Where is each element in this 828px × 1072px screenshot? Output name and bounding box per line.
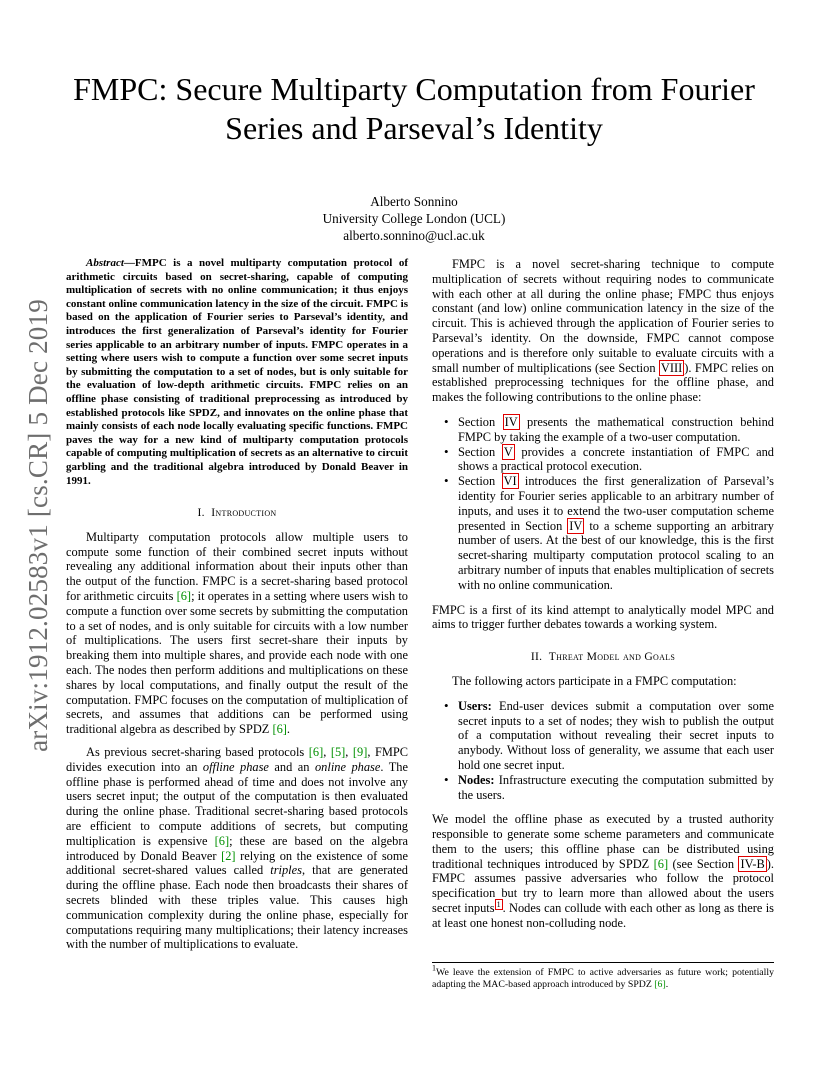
contributions-list <box>432 415 774 593</box>
section-link[interactable]: IV-B <box>740 856 765 871</box>
right-column <box>432 257 774 931</box>
citation-link[interactable]: [6] <box>653 856 669 871</box>
text-run: We leave the extension of FMPC to active adversaries as future work; potentially adapting the MAC-based approach introduced by SPDZ <box>432 967 774 990</box>
actor-label: Users: <box>458 698 492 713</box>
text-run: Section <box>458 474 502 489</box>
intro-paragraph-2 <box>66 745 408 952</box>
footnote <box>432 962 774 991</box>
threat-paragraph <box>432 812 774 930</box>
section-heading-introduction <box>66 506 408 521</box>
text-run: . <box>286 722 291 737</box>
list-item <box>458 699 774 773</box>
text-run: . The offline phase is performed ahead of time and does not involve any users secret input; the output of the computation is then evaluated during the online phase. Traditional secret-sharing based protocols are efficient to compute additions of secrets, but computing multiplication is expensive <box>66 759 408 848</box>
arxiv-identifier: arXiv:1912.02583v1 [cs.CR] 5 Dec 2019 <box>22 298 53 752</box>
title-line-2: Series and Parseval’s Identity <box>225 110 603 146</box>
closing-paragraph: FMPC is a first of its kind attempt to analytically model MPC and aims to trigger further debates towards a working system. <box>432 602 774 632</box>
threat-intro: The following actors participate in a FMPC computation: <box>452 673 737 688</box>
citation-link[interactable]: [6] <box>214 833 230 848</box>
actors-list <box>432 699 774 803</box>
text-run: ; these are based on the algebra introduced by Donald Beaver <box>66 833 408 863</box>
section-link[interactable]: VI <box>503 474 517 489</box>
citation-link[interactable]: [9] <box>352 745 368 760</box>
text-run: . <box>665 979 669 990</box>
section-link[interactable]: IV <box>504 414 518 429</box>
section-link[interactable]: VIII <box>660 360 683 375</box>
list-item <box>458 445 774 475</box>
text-run: End-user devices submit a computation over some secret inputs to a set of nodes; they wish to publish the output of a computation without revealing their secret inputs to anybody. Without loss of generality, we assume that each user hold one secret input. <box>458 698 774 772</box>
text-run: provides a concrete instantiation of FMPC and shows a practical protocol execution. <box>458 444 774 474</box>
citation-link[interactable]: [6] <box>272 722 287 737</box>
citation-link[interactable]: [6] <box>176 589 192 604</box>
section-title: Threat Model and Goals <box>548 650 676 664</box>
list-item <box>458 773 774 803</box>
section-link[interactable]: IV <box>569 518 583 533</box>
title-line-1: FMPC: Secure Multiparty Computation from Fourier <box>73 71 755 107</box>
text-run: ). FMPC assumes passive adversaries who follow the protocol specification but try to learn more than allowed about the users secret inputs <box>432 856 774 916</box>
emphasis: triples <box>270 863 302 878</box>
text-run: ; it operates in a setting where users wish to compute a function over some secrets by submitting the computation to a set of nodes, and is only suitable for circuits with a low number of multiplications. The users first secret-share their inputs by breaking them into multiple shares, and provide each node with one each. The nodes then perform additions and multiplications on these shares by local computations, and finally output the result of the computation. FMPC focuses on the computation of multiplication of secrets, and assumes that additions can be performed using traditional algebra as described by SPDZ <box>66 589 408 737</box>
list-item <box>458 415 774 445</box>
text-run: (see Section <box>668 856 739 871</box>
text-run: relying on the existence of some additional secret-shared values called <box>66 848 408 878</box>
text-run: , FMPC divides execution into an <box>66 745 409 774</box>
section-heading-threat-model <box>432 650 774 665</box>
footnote-marker[interactable]: 1 <box>496 899 501 909</box>
author-affiliation: University College London (UCL) <box>322 211 506 226</box>
section-link[interactable]: V <box>503 444 513 459</box>
text-run: , that are generated during the offline phase. Each node then broadcasts their shares of secrets blinded with these triples value. This causes high communication complexity during the online phase, especially for computations requiring many multiplications; their latency increases with the number of multiplications to evaluate. <box>66 863 409 952</box>
text-run: As previous secret-sharing based protocols <box>86 745 309 760</box>
text-run: Section <box>458 444 502 459</box>
text-run: introduces the first generalization of Parseval’s identity for Fourier series applicable to an arbitrary number of inputs, and uses it to extend the two-user computation scheme presented in Section <box>458 474 774 533</box>
text-run: . Nodes can collude with each other as long as there is at least one honest non-colluding node. <box>432 901 774 930</box>
author-name: Alberto Sonnino <box>370 194 458 209</box>
actor-label: Nodes: <box>458 772 495 787</box>
section-number: I. <box>197 506 205 520</box>
intro-paragraph-1 <box>66 530 408 737</box>
abstract <box>66 257 408 488</box>
text-run: Multiparty computation protocols allow multiple users to compute some function of their combined secret inputs without revealing any additional information about their inputs other than the output of the function. FMPC is a secret-sharing based protocol for arithmetic circuits <box>66 529 408 604</box>
citation-link[interactable]: [6] <box>308 745 324 760</box>
text-run: Infrastructure executing the computation submitted by the users. <box>458 772 774 802</box>
section-number: II. <box>530 650 543 664</box>
citation-link[interactable]: [5] <box>330 745 346 760</box>
section-title: Introduction <box>211 506 277 520</box>
text-run: to a scheme supporting an arbitrary number of users. At the best of our knowledge, this is the first secret-sharing multiparty computation protocol scaling to an arbitrary number of inputs that enables multiplication of secrets with no online communication. <box>458 518 774 592</box>
contributions-paragraph <box>432 257 774 405</box>
abstract-dash: — <box>123 257 135 269</box>
text-run: and an <box>268 759 315 774</box>
arxiv-side-stamp <box>18 290 58 760</box>
author-block <box>0 193 828 244</box>
abstract-text: FMPC is a novel multiparty computation protocol of arithmetic circuits based on secret-sharing, capable of computing multiplication of secrets with no online communication; it thus enjoys constant online communication latency in the size of the circuit. FMPC is based on the application of Fourier series to Parseval’s identity, and introduces the first generalization of Parseval’s identity for Fourier series applicable to an arbitrary number of inputs. FMPC operates in a setting where users wish to compute a function over some secret inputs by submitting the computation to a set of nodes, but is only suitable for the evaluation of low-depth arithmetic circuits. FMPC relies on an offline phase consisting of traditional preprocessing as introduced by established protocols like SPDZ, and innovates on the online phase that mainly consists of each node locally evaluating specific functions. FMPC paves the way for a new kind of multiparty computation protocols capable of computing multiplication of secrets as an alternative to circuit garbling and the traditional algebra introduced by Donald Beaver in 1991. <box>66 257 408 487</box>
abstract-label: Abstract <box>86 257 124 269</box>
paper-title <box>50 70 778 148</box>
citation-link[interactable]: [6] <box>654 979 666 990</box>
text-run: , <box>345 745 353 760</box>
list-item <box>458 474 774 592</box>
text-run: , <box>323 745 331 760</box>
text-run: We model the offline phase as executed by a trusted authority responsible to generate some scheme parameters and communicate them to the users; this offline phase can be distributed using traditional techniques introduced by SPDZ <box>432 812 774 871</box>
text-run: presents the mathematical construction behind FMPC by taking the example of a two-user computation. <box>458 414 775 444</box>
emphasis: online phase <box>314 759 381 774</box>
footnote-mark: 1 <box>432 963 436 973</box>
left-column <box>66 257 408 952</box>
text-run: ). FMPC relies on established preprocessing techniques for the offline phase, and makes the following contributions to the online phase: <box>432 360 774 405</box>
citation-link[interactable]: [2] <box>221 848 236 863</box>
emphasis: offline phase <box>202 759 269 774</box>
text-run: FMPC is a novel secret-sharing technique to compute multiplication of secrets without requiring nodes to communicate with each other at all during the online phase; FMPC thus enjoys constant (and low) online communication latency in the size of the circuit. This is achieved through the application of Fourier series to Parseval’s identity. On the downside, FMPC cannot compose operations and is therefore only suitable to evaluate circuits with a small number of multiplications (see Section <box>432 257 774 375</box>
text-run: Section <box>458 414 503 429</box>
author-email: alberto.sonnino@ucl.ac.uk <box>343 228 485 243</box>
